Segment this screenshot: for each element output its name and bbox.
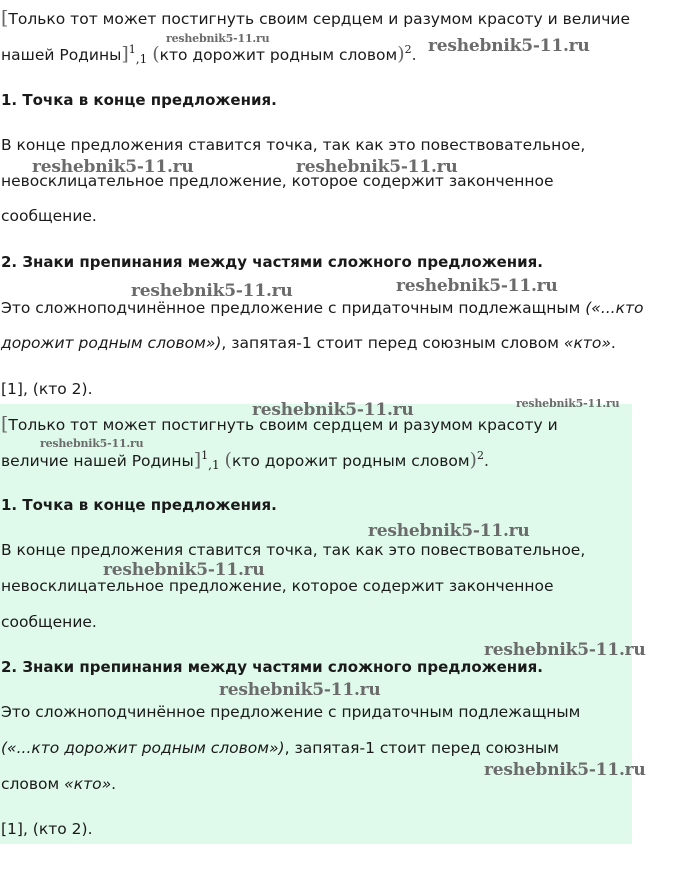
section1-line1: В конце предложения ставится точка, так как это повествовательное,: [1, 541, 586, 559]
comma-number-1: 1: [211, 458, 220, 472]
period-mark: .: [411, 46, 417, 64]
section2-line1: [1, 298, 644, 318]
scheme-1: [1], (кто 2).: [1, 380, 93, 398]
section1-line3: сообщение.: [1, 613, 97, 631]
sentence-part1: Только тот может постигнуть своим сердцем и разумом красоту и величие: [8, 10, 631, 28]
quote-part2: дорожит родным словом»): [1, 334, 222, 352]
close-paren: ): [397, 43, 405, 65]
section1-line2: невосклицательное предложение, которое содержит законченное: [1, 577, 554, 595]
clause-number-1: 1: [201, 449, 209, 462]
section2-text-b: , запятая-1 стоит перед союзным: [284, 739, 559, 757]
watermark: reshebnik5-11.ru: [516, 397, 620, 410]
open-paren: (: [224, 449, 232, 471]
section1-line3: сообщение.: [1, 207, 97, 225]
watermark: reshebnik5-11.ru: [40, 437, 144, 450]
watermark: reshebnik5-11.ru: [219, 680, 381, 700]
watermark: reshebnik5-11.ru: [428, 36, 590, 56]
watermark: reshebnik5-11.ru: [368, 521, 530, 541]
section2-word-label: словом: [1, 775, 65, 793]
section2-text: Это сложноподчинённое предложение с придаточным подлежащным: [1, 299, 581, 317]
section1-line1: В конце предложения ставится точка, так как это повествовательное,: [1, 136, 586, 154]
section2-text-b: , запятая-1 стоит перед союзным словом: [221, 334, 564, 352]
watermark: reshebnik5-11.ru: [296, 157, 458, 177]
watermark: reshebnik5-11.ru: [484, 760, 646, 780]
close-bracket: ]: [121, 43, 129, 65]
scheme-2: [1], (кто 2).: [1, 820, 93, 838]
close-bracket: ]: [193, 449, 202, 471]
quote: («...кто дорожит родным словом»): [1, 739, 285, 757]
section2-heading: 2. Знаки препинания между частями сложного предложения.: [1, 658, 544, 676]
section2-line1: Это сложноподчинённое предложение с придаточным подлежащным: [1, 703, 581, 721]
watermark: reshebnik5-11.ru: [103, 560, 265, 580]
conjunctive-word: «кто»: [64, 775, 112, 793]
section2-line2: [1, 333, 616, 353]
section2-line3: [1, 774, 116, 794]
sentence-part2: кто дорожит родным словом: [231, 452, 470, 470]
open-bracket: [: [1, 7, 9, 29]
open-bracket: [: [1, 413, 9, 435]
open-paren: (: [152, 43, 160, 65]
sentence-part1-end: величие нашей Родины: [1, 452, 194, 470]
section1-heading: 1. Точка в конце предложения.: [1, 496, 277, 514]
sentence-line-2: [1, 44, 417, 67]
sentence-part1: Только тот может постигнуть своим сердцем и разумом красоту и: [8, 416, 558, 434]
sentence2-line-2: [1, 450, 489, 473]
section1-heading: 1. Точка в конце предложения.: [1, 91, 277, 109]
sentence-part1-end: нашей Родины: [1, 46, 122, 64]
clause-number-2: 2: [404, 43, 412, 56]
conjunctive-word: «кто»: [563, 334, 611, 352]
sentence-part2: кто дорожит родным словом: [159, 46, 398, 64]
watermark: reshebnik5-11.ru: [166, 32, 270, 45]
sentence-line-1: [1, 8, 630, 29]
comma-mark: ,: [208, 458, 212, 472]
comma-number-1: 1: [139, 52, 148, 66]
section2-dot: .: [610, 334, 616, 352]
clause-number-1: 1: [128, 43, 136, 56]
watermark: reshebnik5-11.ru: [131, 281, 293, 301]
period-mark: .: [483, 452, 489, 470]
section2-heading: 2. Знаки препинания между частями сложного предложения.: [1, 253, 544, 271]
watermark: reshebnik5-11.ru: [396, 276, 558, 296]
watermark: reshebnik5-11.ru: [32, 157, 194, 177]
section1-line2: невосклицательное предложение, которое содержит законченное: [1, 172, 554, 190]
watermark: reshebnik5-11.ru: [252, 400, 414, 420]
section2-dot: .: [111, 775, 117, 793]
quote-part1: («...кто: [585, 299, 644, 317]
close-paren: ): [469, 449, 477, 471]
comma-mark: ,: [135, 52, 140, 66]
section2-line2: [1, 738, 559, 758]
watermark: reshebnik5-11.ru: [484, 640, 646, 660]
clause-number-2: 2: [476, 449, 484, 462]
